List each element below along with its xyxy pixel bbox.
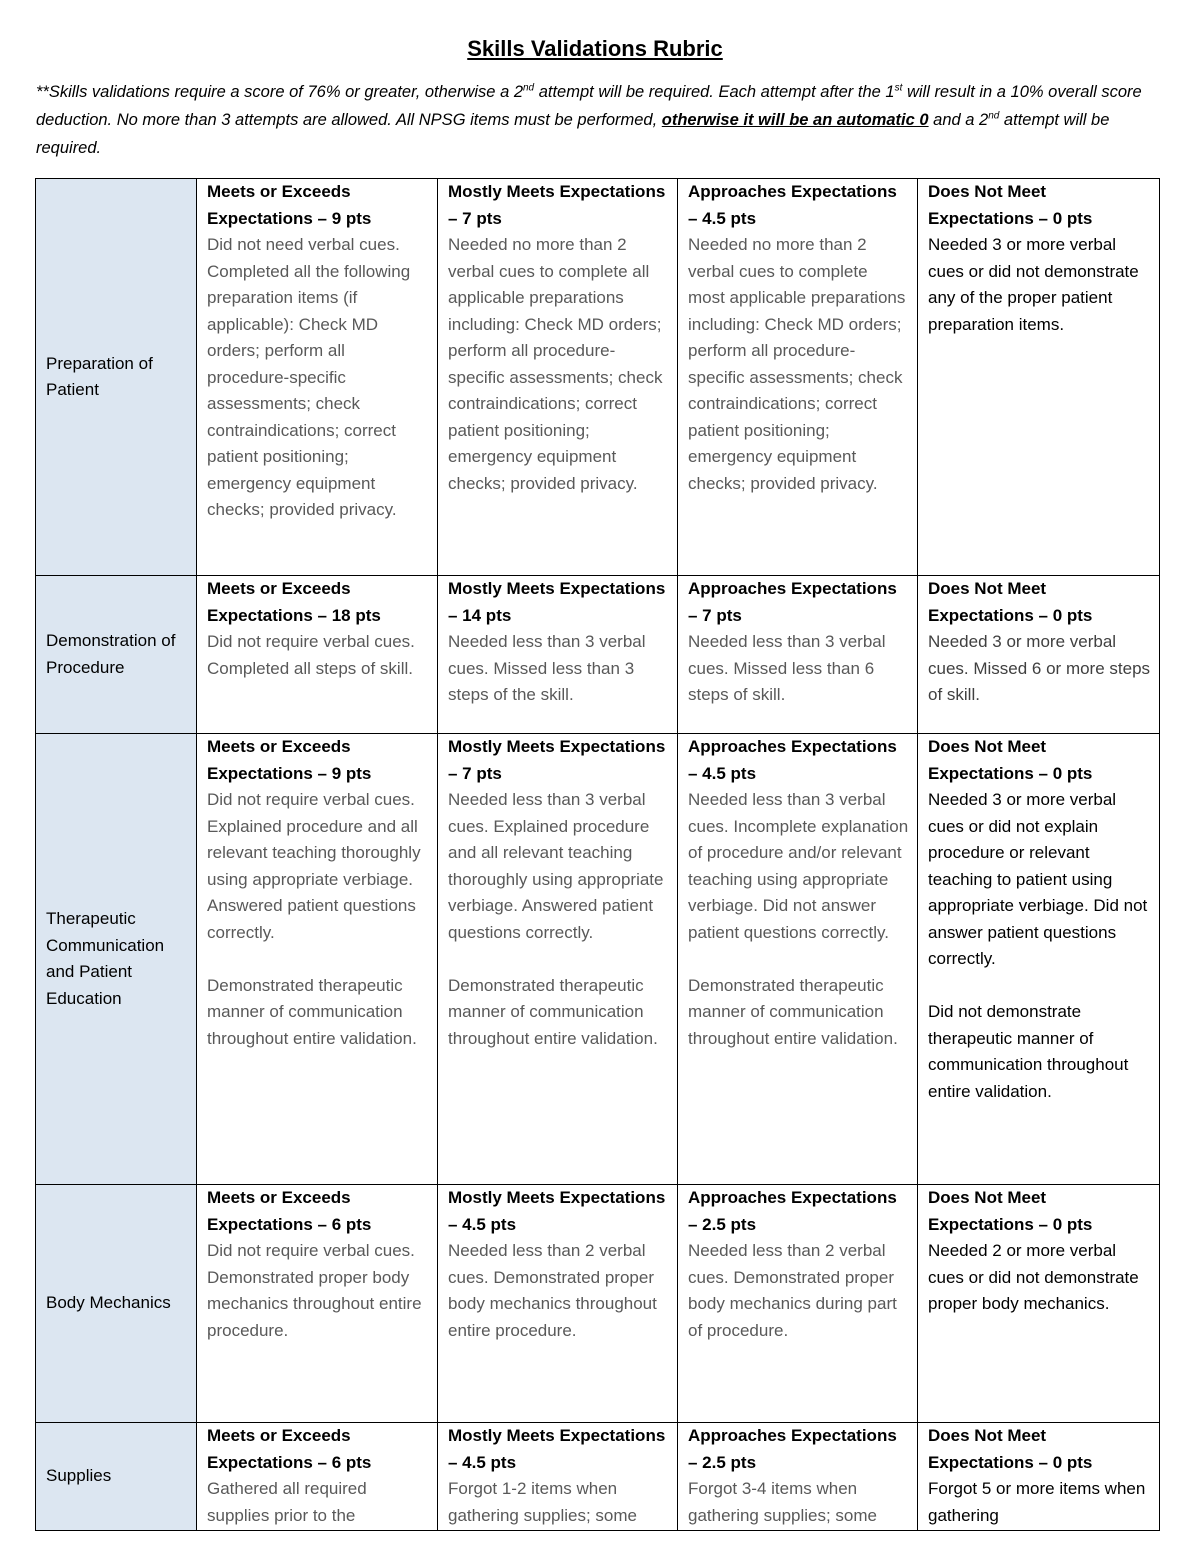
intro-text-1: **Skills validations require a score of 76% or greater, otherwise a 2: [36, 83, 523, 101]
level-label: Does Not Meet Expectations – 0 pts: [928, 1426, 1093, 1472]
document-title: Skills Validations Rubric: [467, 36, 723, 61]
criterion-cell: Therapeutic Communication and Patient Education: [36, 734, 197, 1185]
level-description: Needed less than 3 verbal cues. Explained procedure and all relevant teaching thoroughly using appropriate verbiage. Answered patient questions correctly.: [448, 790, 664, 942]
level-description: Forgot 5 or more items when gathering: [928, 1479, 1146, 1525]
level-label: Does Not Meet Expectations – 0 pts: [928, 737, 1093, 783]
level-label: Approaches Expectations – 2.5 pts: [688, 1188, 897, 1234]
level-description: Forgot 1-2 items when gathering supplies; some: [448, 1479, 638, 1525]
intro-text-2: attempt will be required. Each attempt after the 1: [534, 83, 895, 101]
rubric-row: [36, 1185, 1160, 1423]
paragraph-spacer: [448, 946, 669, 973]
level-description-extra: Demonstrated therapeutic manner of communication throughout entire validation.: [688, 975, 898, 1048]
level-label: Meets or Exceeds Expectations – 6 pts: [207, 1188, 372, 1234]
level-description: Needed less than 2 verbal cues. Demonstrated proper body mechanics throughout entire procedure.: [448, 1241, 657, 1340]
rubric-cell: [678, 179, 918, 576]
level-label: Mostly Meets Expectations – 7 pts: [448, 737, 666, 783]
intro-sup-3: nd: [988, 110, 1000, 122]
level-label: Mostly Meets Expectations – 4.5 pts: [448, 1188, 666, 1234]
rubric-cell: [678, 734, 918, 1185]
criterion-cell: Preparation of Patient: [36, 179, 197, 576]
level-description: Needed 3 or more verbal cues or did not explain procedure or relevant teaching to patient using appropriate verbiage. Did not answer patient questions correctly.: [928, 790, 1148, 968]
intro-sup-2: st: [894, 82, 903, 94]
level-label: Mostly Meets Expectations – 14 pts: [448, 579, 666, 625]
level-description: Did not require verbal cues. Demonstrated proper body mechanics throughout entire procedure.: [207, 1241, 422, 1340]
level-label: Approaches Expectations – 2.5 pts: [688, 1426, 897, 1472]
level-description: Needed 3 or more verbal cues or did not demonstrate any of the proper patient preparation items.: [928, 235, 1139, 334]
level-label: Meets or Exceeds Expectations – 18 pts: [207, 579, 381, 625]
intro-text-3: will result in a 10% overall score deduction. No more than 3 attempts are allowed. All NPSG items must be performed,: [36, 83, 1142, 129]
rubric-cell: [197, 734, 438, 1185]
level-label: Meets or Exceeds Expectations – 9 pts: [207, 737, 372, 783]
level-description: Did not require verbal cues. Completed all steps of skill.: [207, 632, 415, 678]
criterion-cell: Supplies: [36, 1423, 197, 1531]
intro-paragraph: [36, 78, 1161, 162]
rubric-cell: [438, 734, 678, 1185]
rubric-cell: [197, 1185, 438, 1423]
level-label: Does Not Meet Expectations – 0 pts: [928, 1188, 1093, 1234]
level-description: Forgot 3-4 items when gathering supplies; some: [688, 1479, 878, 1525]
rubric-cell: [918, 179, 1160, 576]
level-label: Mostly Meets Expectations – 4.5 pts: [448, 1426, 666, 1472]
rubric-cell: [438, 179, 678, 576]
criterion-cell: Demonstration of Procedure: [36, 576, 197, 734]
level-description: Gathered all required supplies prior to the: [207, 1479, 367, 1525]
level-label: Does Not Meet Expectations – 0 pts: [928, 182, 1093, 228]
paragraph-spacer: [688, 946, 909, 973]
level-description: Needed less than 3 verbal cues. Incomplete explanation of procedure and/or relevant teaching using appropriate verbiage. Did not answer patient questions correctly.: [688, 790, 909, 942]
level-label: Mostly Meets Expectations – 7 pts: [448, 182, 666, 228]
intro-emphasis: otherwise it will be an automatic 0: [661, 111, 929, 129]
level-label: Does Not Meet Expectations – 0 pts: [928, 579, 1093, 625]
rubric-table: [35, 178, 1160, 1531]
rubric-row: [36, 576, 1160, 734]
rubric-cell: [918, 1423, 1160, 1531]
rubric-cell: [197, 576, 438, 734]
level-description: Needed no more than 2 verbal cues to complete all applicable preparations including: Check MD orders; perform all procedure-specific assessments; check contraindications; correct patient positioning; emergency equipment checks; provided privacy.: [448, 235, 663, 493]
intro-sup-1: nd: [523, 82, 535, 94]
level-label: Meets or Exceeds Expectations – 6 pts: [207, 1426, 372, 1472]
paragraph-spacer: [207, 946, 429, 973]
level-description: Needed less than 3 verbal cues. Missed less than 6 steps of skill.: [688, 632, 886, 704]
level-label: Meets or Exceeds Expectations – 9 pts: [207, 182, 372, 228]
criterion-cell: Body Mechanics: [36, 1185, 197, 1423]
rubric-cell: [438, 576, 678, 734]
rubric-cell: [197, 1423, 438, 1531]
rubric-cell: [197, 179, 438, 576]
rubric-cell: [678, 1423, 918, 1531]
rubric-cell: [918, 576, 1160, 734]
level-description: Needed less than 2 verbal cues. Demonstrated proper body mechanics during part of procedure.: [688, 1241, 897, 1340]
rubric-cell: [918, 734, 1160, 1185]
rubric-row: [36, 179, 1160, 576]
level-label: Approaches Expectations – 7 pts: [688, 579, 897, 625]
level-description-extra: Did not demonstrate therapeutic manner of communication throughout entire validation.: [928, 1002, 1129, 1101]
level-description: Needed 3 or more verbal cues. Missed 6 or more steps of skill.: [928, 632, 1151, 704]
rubric-row: [36, 1423, 1160, 1531]
rubric-cell: [918, 1185, 1160, 1423]
level-label: Approaches Expectations – 4.5 pts: [688, 182, 897, 228]
rubric-cell: [678, 1185, 918, 1423]
level-description: Did not require verbal cues. Explained procedure and all relevant teaching thoroughly using appropriate verbiage. Answered patient questions correctly.: [207, 790, 421, 942]
intro-text-5: attempt will be required.: [36, 111, 1110, 157]
level-description: Needed less than 3 verbal cues. Missed less than 3 steps of the skill.: [448, 632, 646, 704]
rubric-row: [36, 734, 1160, 1185]
level-description: Needed no more than 2 verbal cues to complete most applicable preparations including: Check MD orders; perform all procedure-specific assessments; check contraindications; correct patient positioning; emergency equipment checks; provided privacy.: [688, 235, 906, 493]
paragraph-spacer: [928, 973, 1151, 1000]
rubric-cell: [438, 1423, 678, 1531]
intro-text-4: and a 2: [928, 111, 989, 129]
level-description: Did not need verbal cues. Completed all the following preparation items (if applicable): Check MD orders; perform all procedure-specific assessments; check contraindications; correct patient positioning; emergency equipment checks; provided privacy.: [207, 235, 411, 519]
level-label: Approaches Expectations – 4.5 pts: [688, 737, 897, 783]
rubric-cell: [438, 1185, 678, 1423]
level-description: Needed 2 or more verbal cues or did not demonstrate proper body mechanics.: [928, 1241, 1139, 1313]
rubric-cell: [678, 576, 918, 734]
level-description-extra: Demonstrated therapeutic manner of communication throughout entire validation.: [207, 975, 417, 1048]
level-description-extra: Demonstrated therapeutic manner of communication throughout entire validation.: [448, 975, 658, 1048]
